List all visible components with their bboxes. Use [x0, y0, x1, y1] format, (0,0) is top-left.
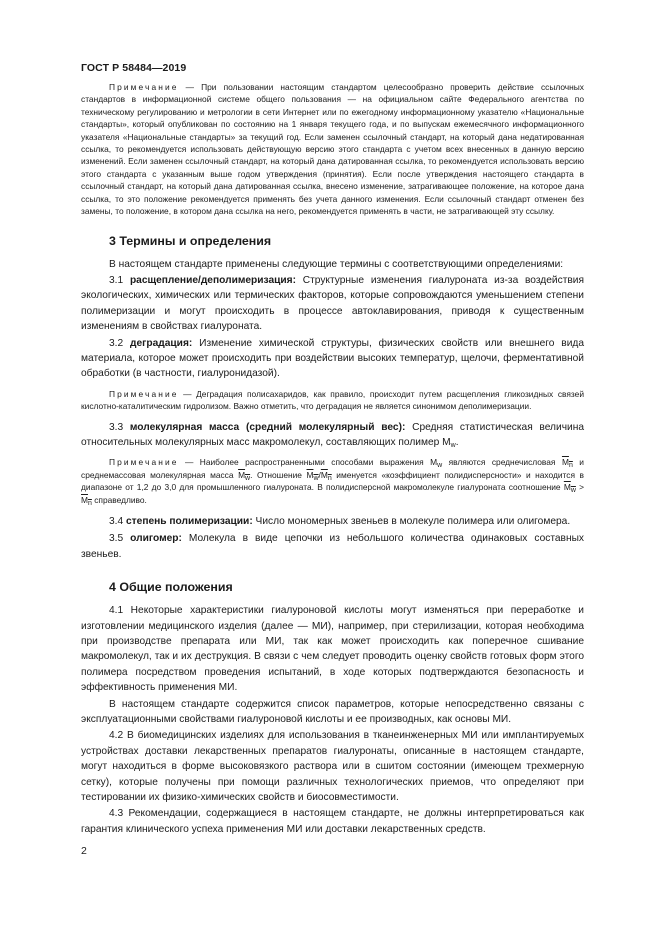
note-text: /: [318, 469, 321, 480]
term-name: молекулярная масса (средний молекулярный вес):: [129, 421, 406, 433]
subscript: n: [327, 474, 332, 482]
body-paragraph: 4.1 Некоторые характеристики гиалуроновой кислоты могут изменяться при переработке и изготовлении медицинского изделия (далее — МИ), например, при стерилизации, которая необходима при производстве препарата или МИ, так как может происходить как поперечное сшивание макромолекул, так и их деструкция. В связи с чем следует проводить оценку свойств готовых форм этого полимера посредством проведения испытаний, в ходе которых подтверждаются безопасность и эффективность применения МИ.: [81, 605, 584, 694]
overlined-m: [238, 470, 250, 480]
term-number: 3.2: [109, 337, 131, 349]
section-heading: 3 Термины и определения: [109, 234, 272, 249]
note-paragraph: [81, 388, 584, 413]
section-heading: 4 Общие положения: [109, 580, 233, 595]
term-name: олигомер:: [130, 533, 182, 545]
term-text-end: .: [455, 436, 459, 448]
note-paragraph: [81, 456, 584, 506]
term-number: 3.3: [109, 421, 130, 433]
term-definition: [81, 273, 584, 335]
term-definition: [81, 420, 584, 451]
overlined-m: [81, 495, 92, 505]
note-paragraph: [81, 81, 584, 217]
subscript: n: [87, 499, 92, 507]
overlined-m: [563, 482, 576, 495]
subscript: w: [437, 462, 443, 470]
term-definition: [81, 531, 584, 562]
body-paragraph: 4.2 В биомедицинских изделиях для использования в тканеинженерных МИ или имплантируемых устройствах доставки лекарственных препаратов гиалуронаты, описанные в настоящем стандарте, могут находиться в форме высоковязкого раствора или в сшитом состоянии (имеющем трехмерную сетку), которые получены при помощи различных технологических приемов, что определяют при тестировании их физико-химических свойств и биосовместимости.: [81, 730, 584, 804]
note-text: . Отношение: [250, 469, 307, 480]
term-definition: [81, 514, 584, 529]
note-text: и среднемассовая молекулярная масса: [81, 457, 584, 480]
term-text: Молекула в виде цепочки из небольшого количества одинаковых составных звеньев.: [81, 533, 584, 560]
body-paragraph: В настоящем стандарте содержится список параметров, которые непосредственно связаны с эксплуатационными свойствами гиалуроновой кислоты и ее производных, как основы МИ.: [81, 698, 584, 726]
page-number: 2: [81, 845, 87, 857]
subscript: n: [568, 462, 573, 470]
term-name: деградация:: [130, 337, 193, 349]
term-name: расщепление/деполимеризация:: [129, 274, 296, 286]
note-text: именуется «коэффициент полидисперсности» и находится в диапазоне от 1,2 до 3,0 для промышленного гиалуроната. В полидисперсной макромолекуле гиалуроната соотношение: [81, 469, 585, 493]
term-number: 3.4: [109, 515, 126, 527]
note-text: — Наиболее распространенными способами выражения M: [178, 457, 438, 468]
section-intro: В настоящем стандарте применены следующие термины с соответствующими определениями:: [109, 259, 564, 271]
note-label: Примечание: [109, 388, 179, 399]
subscript: w: [245, 474, 251, 482]
page-content: [81, 81, 584, 837]
symbol: M: [81, 494, 88, 505]
term-definition: [81, 336, 584, 382]
term-text: Изменение химической структуры, физических свойств или внешнего вида материала, которое может происходить при воздействии высоких температур, щелочи, ферментативной обработки (в частности, гиалуронидазой).: [81, 337, 585, 380]
symbol: M: [320, 469, 328, 480]
term-text: Число мономерных звеньев в молекуле полимера или олигомера.: [252, 515, 571, 527]
subscript: w: [450, 441, 456, 449]
document-header: ГОСТ Р 58484—2019: [81, 62, 187, 74]
note-label: Примечание: [109, 82, 179, 92]
term-number: 3.5: [109, 533, 131, 545]
symbol: M: [563, 482, 571, 493]
subscript: w: [570, 487, 576, 495]
note-text: — Деградация полисахаридов, как правило, происходит путем расщепления гликозидных связей кислотно-каталитическим гидролизом. Важно отметить, что деградация не является синонимом деполимеризации.: [81, 388, 584, 412]
term-text: Структурные изменения гиалуроната из-за воздействия экологических, химических или термических факторов, которые сопровождаются уменьшением степени полимеризации и могут происходить в процессе автоклавирования, приводя к существенным изменениям в свойствах гиалуроната.: [81, 274, 584, 333]
term-name: степень полимеризации:: [126, 515, 253, 527]
term-number: 3.1: [109, 274, 130, 286]
symbol: M: [561, 457, 569, 468]
note-text: — При пользовании настоящим стандартом целесообразно проверить действие ссылочных стандартов в информационной системе общего пользования — на официальном сайте Федерального агентства по техническому регулированию и метрологии в сети Интернет или по ежегодному информационному указателю «Национальные стандарты», который опубликован по состоянию на 1 января текущего года, и по выпускам ежемесячного информационного указателя «Национальные стандарты» за текущий год. Если заменен ссылочный стандарт, на который дана недатированная ссылка, то рекомендуется использовать действующую версию этого стандарта с учетом всех внесенных в данную версию изменений. Если заменен ссылочный стандарт, на который дана датированная ссылка, то рекомендуется использовать версию этого стандарта с указанным выше годом утверждения (принятия). Если после утверждения настоящего стандарта в ссылочный стандарт, на который дана датированная ссылка, внесено изменение, затрагивающее положение, на которое дана ссылка, то это положение рекомендуется применять без учета данного изменения. Если ссылочный стандарт отменен без замены, то положение, в котором дана ссылка на него, рекомендуется применять в части, не затрагивающей эту ссылку.: [81, 82, 584, 217]
term-text: Средняя статистическая величина относительных молекулярных масс макромолекул, составляющих полимер M: [81, 421, 584, 448]
overlined-m: [318, 469, 332, 482]
note-text: являются среднечисловая: [442, 457, 562, 468]
note-text: справедливо.: [91, 494, 147, 505]
subscript: w: [313, 474, 319, 482]
note-label: Примечание: [109, 457, 179, 468]
note-text: >: [575, 482, 585, 493]
body-paragraph: 4.3 Рекомендации, содержащиеся в настоящем стандарте, не должны интерпретироваться как гарантия клинического успеха применения МИ или доставки лекарственных средств.: [81, 808, 584, 835]
overlined-m: [306, 470, 318, 480]
overlined-m: [561, 457, 573, 470]
symbol: M: [306, 469, 314, 480]
symbol: M: [238, 469, 246, 480]
